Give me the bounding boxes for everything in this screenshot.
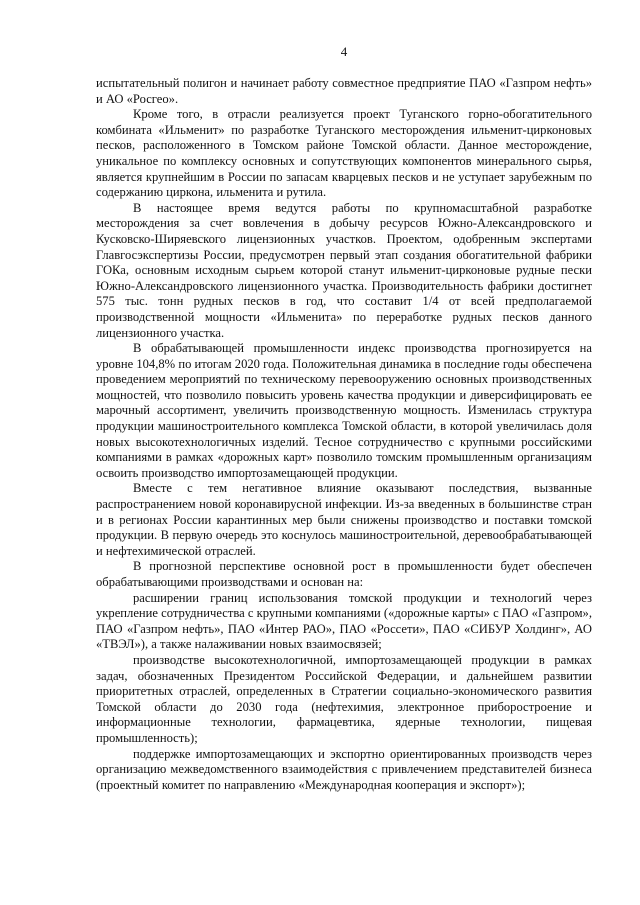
document-body: [96, 76, 592, 793]
paragraph: Вместе с тем негативное влияние оказывают последствия, вызванные распространением новой коронавирусной инфекции. Из-за введенных в большинстве стран и в регионах России карантинных мер были снижены производство и поставки томской продукции. В первую очередь это коснулось машиностроительной, деревообрабатывающей и нефтехимической отраслей.: [96, 481, 592, 558]
list-item: поддержке импортозамещающих и экспортно ориентированных производств через организацию межведомственного взаимодействия с привлечением представителей бизнеса (проектный комитет по направлению «Международная кооперация и экспорт»);: [96, 746, 592, 792]
page-number: 4: [340, 44, 348, 59]
list-item: производстве высокотехнологичной, импортозамещающей продукции в рамках задач, обозначенных Президентом Российской Федерации, и дальнейшем развитии приоритетных отраслей, определенных в Стратегии социально-экономического развития Томской области до 2030 года (нефтехимия, электронное приборостроение и информационные технологии, фармацевтика, ядерные технологии, пищевая промышленность);: [96, 652, 592, 745]
paragraph: В прогнозной перспективе основной рост в промышленности будет обеспечен обрабатывающими производствами и основан на:: [96, 559, 592, 589]
list-item: расширении границ использования томской продукции и технологий через укрепление сотрудничества с крупными компаниями («дорожные карты» с ПАО «Газпром», ПАО «Газпром нефть», ПАО «Интер РАО», ПАО «Россети», ПАО «СИБУР Холдинг», АО «ТВЭЛ»), а также налаживании новых взаимосвязей;: [96, 590, 592, 652]
paragraph: испытательный полигон и начинает работу совместное предприятие ПАО «Газпром нефть» и АО «Росгео».: [96, 76, 592, 106]
paragraph: В обрабатывающей промышленности индекс производства прогнозируется на уровне 104,8% по итогам 2020 года. Положительная динамика в последние годы обеспечена проведением мероприятий по техническому перевооружению основных производственных мощностей, что позволило повысить уровень качества продукции и диверсифицировать ее марочный ассортимент, увеличить производственную мощность. Изменилась структура продукции машиностроительного комплекса Томской области, в которой увеличилась доля новых высокотехнологичных изделий. Тесное сотрудничество с крупными российскими компаниями в рамках «дорожных карт» позволило томским промышленным организациям освоить производство импортозамещающей продукции.: [96, 341, 592, 480]
paragraph: В настоящее время ведутся работы по крупномасштабной разработке месторождения за счет вовлечения в добычу ресурсов Южно-Александровского и Кусковско-Ширяевского лицензионных участков. Проектом, одобренным экспертами Главгосэкспертизы России, предусмотрен первый этап создания обогатительной фабрики ГОКа, основным исходным сырьем которой станут ильменит-цирконовые рудные пески Южно-Александровского лицензионного участка. Производительность фабрики достигнет 575 тыс. тонн рудных песков в год, что составит 1/4 от всей предполагаемой производственной мощности «Ильменита» по переработке рудных песков данного лицензионного участка.: [96, 200, 592, 340]
paragraph: Кроме того, в отрасли реализуется проект Туганского горно-обогатительного комбината «Ильменит» по разработке Туганского месторождения ильменит-цирконовых песков, расположенного в Томском районе Томской области. Данное месторождение, уникальное по комплексу основных и сопутствующих компонентов минерального сырья, является крупнейшим в России по запасам кварцевых песков и не уступает зарубежным по содержанию циркона, ильменита и рутила.: [96, 107, 592, 200]
